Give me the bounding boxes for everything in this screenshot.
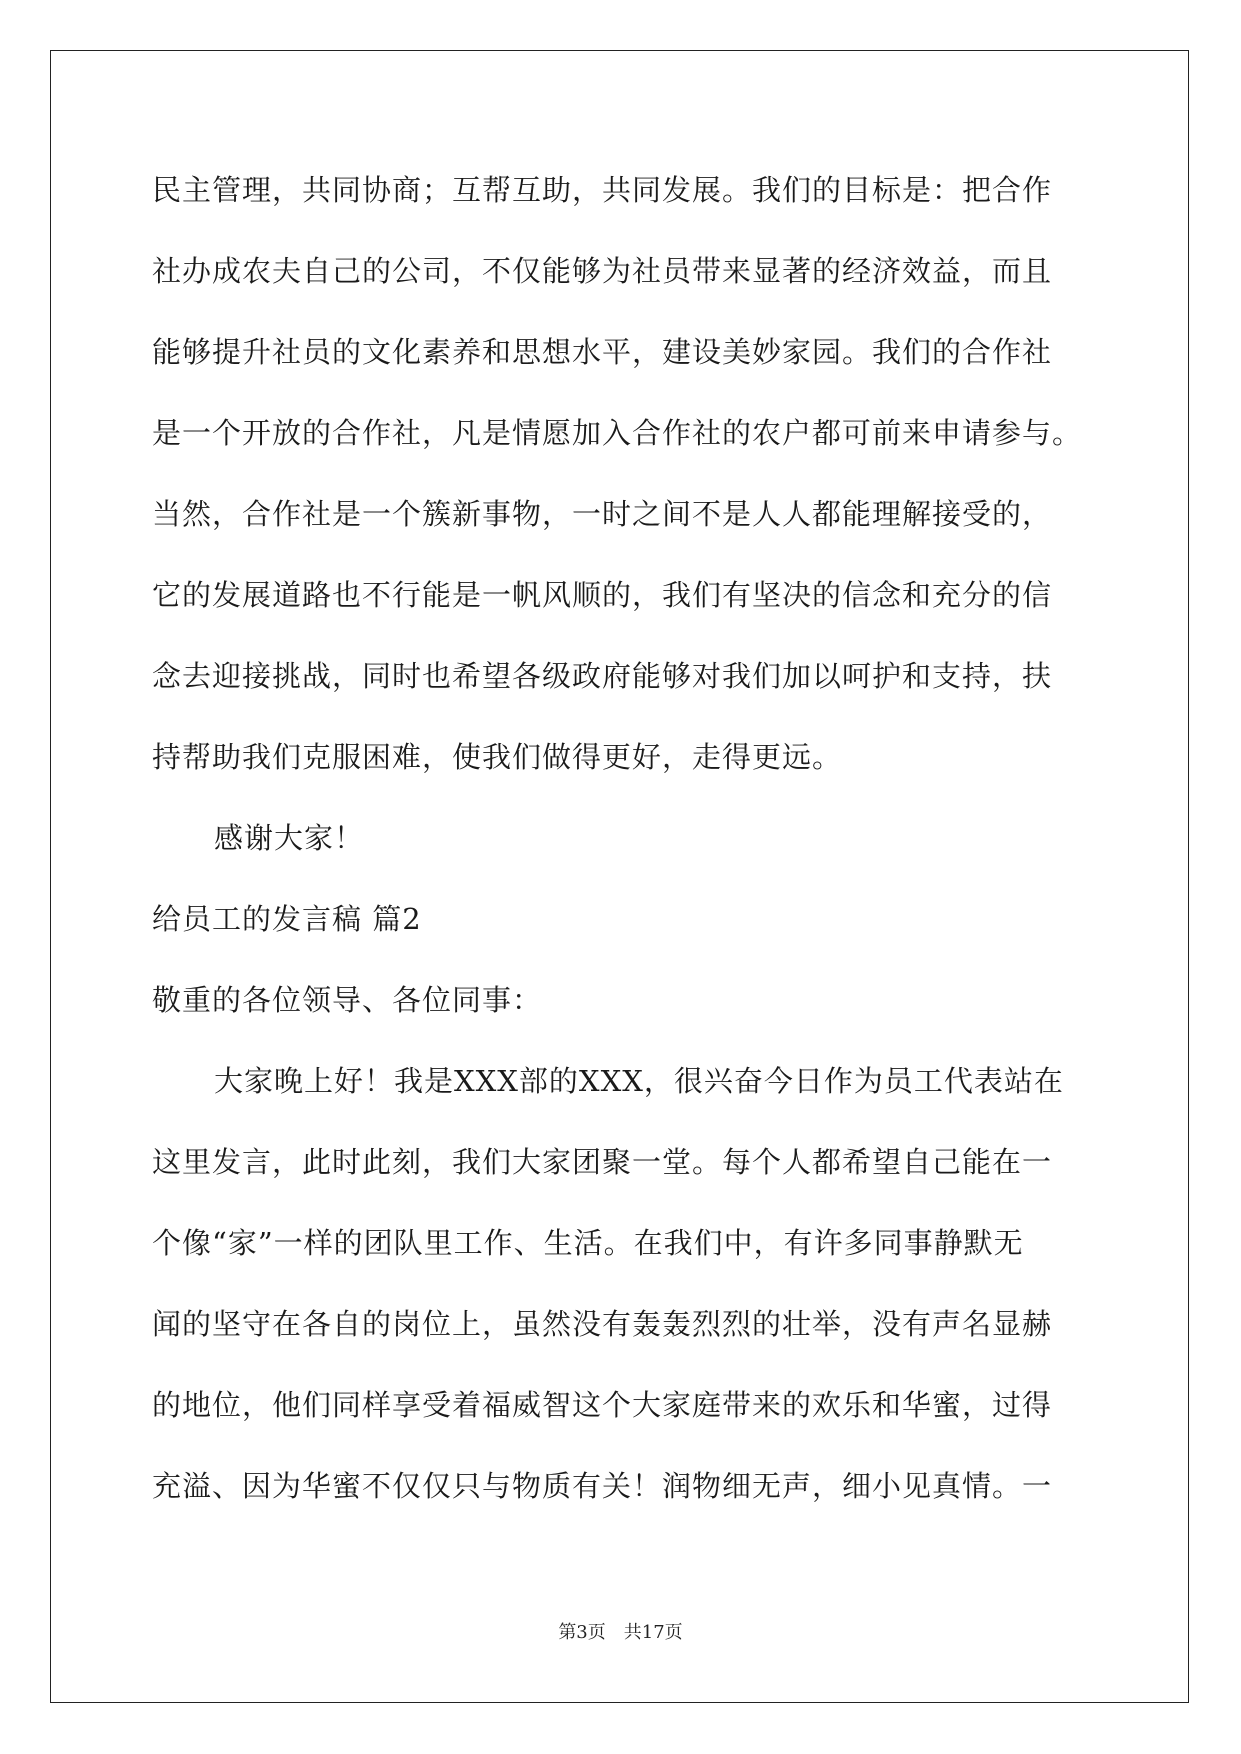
text-line: 闻的坚守在各自的岗位上，虽然没有轰轰烈烈的壮举，没有声名显赫: [152, 1307, 1053, 1341]
text-line: 这里发言，此时此刻，我们大家团聚一堂。每个人都希望自己能在一: [152, 1145, 1053, 1179]
text-line: 是一个开放的合作社，凡是情愿加入合作社的农户都可前来申请参与。: [152, 416, 1083, 450]
text-line: 持帮助我们克服困难，使我们做得更好，走得更远。: [152, 740, 843, 774]
text-line: 社办成农夫自己的公司，不仅能够为社员带来显著的经济效益，而且: [152, 254, 1053, 288]
text-line: 民主管理，共同协商；互帮互助，共同发展。我们的目标是：把合作: [152, 173, 1053, 207]
text-line: 大家晚上好！我是XXX部的XXX，很兴奋今日作为员工代表站在: [214, 1064, 1064, 1098]
text-line: 的地位，他们同样享受着福威智这个大家庭带来的欢乐和华蜜，过得: [152, 1388, 1053, 1422]
text-line: 个像“家”一样的团队里工作、生活。在我们中，有许多同事静默无: [152, 1226, 1024, 1260]
page-number: 第3页 共17页: [558, 1622, 683, 1643]
text-line: 念去迎接挑战，同时也希望各级政府能够对我们加以呵护和支持，扶: [152, 659, 1053, 693]
salutation: 敬重的各位领导、各位同事：: [152, 983, 543, 1017]
section-heading: 给员工的发言稿 篇2: [152, 902, 422, 936]
text-line: 能够提升社员的文化素养和思想水平，建设美妙家园。我们的合作社: [152, 335, 1053, 369]
text-line: 当然，合作社是一个簇新事物，一时之间不是人人都能理解接受的，: [152, 497, 1053, 531]
closing-thanks: 感谢大家！: [214, 821, 365, 855]
text-line: 充溢、因为华蜜不仅仅只与物质有关！润物细无声，细小见真情。一: [152, 1469, 1053, 1503]
text-line: 它的发展道路也不行能是一帆风顺的，我们有坚决的信念和充分的信: [152, 578, 1053, 612]
document-body: [152, 150, 1092, 1527]
